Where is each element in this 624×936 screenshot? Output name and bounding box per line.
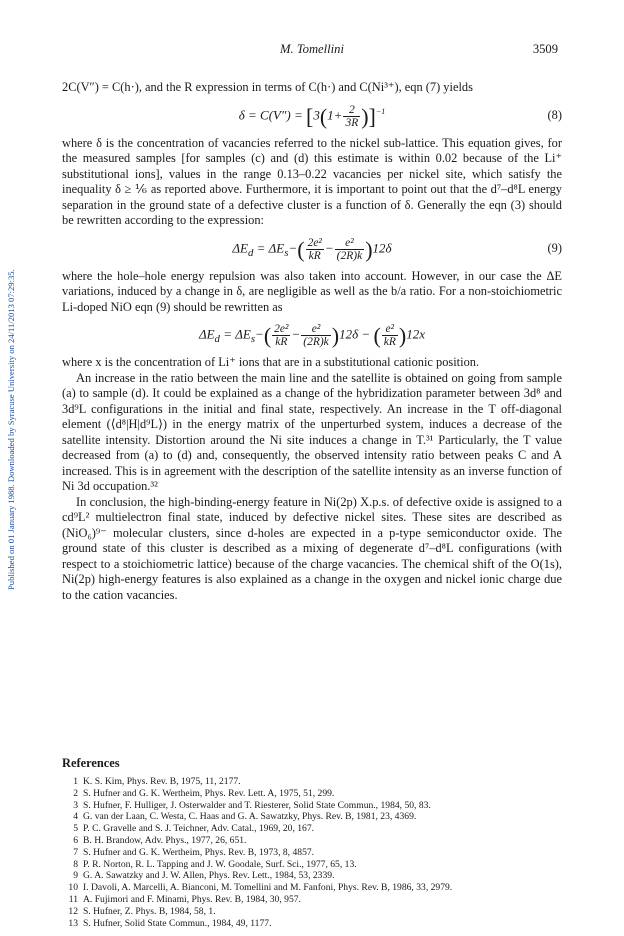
eq10-tail-2: 12x	[406, 326, 426, 342]
eq9-mid: = ΔE	[253, 239, 285, 255]
reference-item	[62, 870, 562, 882]
reference-item	[62, 835, 562, 847]
eq9-f1-bottom: kR	[308, 249, 321, 262]
eq10-left: ΔE	[198, 326, 215, 342]
reference-number: 10	[68, 882, 78, 894]
paragraph: 2C(V″) = C(h·), and the R expression in terms of C(h·) and C(Ni³⁺), eqn (7) yields	[62, 80, 473, 94]
eq8-paren-open: (	[319, 103, 328, 129]
eq9-left: ΔE	[232, 239, 248, 255]
eq9-sub-d: d	[247, 246, 254, 259]
reference-item	[62, 788, 562, 800]
eq10-fraction-2	[301, 323, 331, 348]
running-author: M. Tomellini	[280, 42, 344, 56]
reference-number: 1	[73, 776, 78, 787]
eq9-f2-top: e²	[335, 237, 365, 250]
reference-text: S. Hufner, F. Hulliger, J. Osterwalder and T. Riesterer, Solid State Commun., 1984, 50, 83.	[83, 799, 431, 811]
references-list	[62, 776, 562, 929]
equation-8-math	[62, 104, 562, 129]
reference-number: 6	[73, 834, 78, 846]
paragraph: In conclusion, the high-binding-energy feature in Ni(2p) X.p.s. of defective oxide is assigned to a cd⁹L² multielectron final state, induced by defective nickel sites. These sites are described as (NiO₆)⁹⁻ molecular clusters, since d-holes are expected in a p-type semiconductor oxide. The ground state of this cluster is described as a mixing of degenerate d⁷–d⁸L configurations (with respect to a stoichiometric lattice) because of the charge vacancies. The chemical shift of the O(1s), Ni(2p) high-energy features is also explained as a change in the oxygen and nickel ionic charge due to the cation vacancies.	[62, 494, 562, 602]
reference-text: A. Fujimori and F. Minami, Phys. Rev. B, 1984, 30, 957.	[83, 893, 301, 905]
eq10-paren-open-2: (	[373, 322, 381, 348]
main-text	[62, 80, 562, 603]
eq9-minus: −	[288, 239, 298, 255]
reference-number: 4	[73, 811, 78, 823]
page-number: 3509	[532, 42, 558, 56]
reference-item	[62, 823, 562, 835]
equation-number: (8)	[547, 107, 562, 122]
equation-10	[62, 317, 562, 353]
reference-text: K. S. Kim, Phys. Rev. B, 1975, 11, 2177.	[83, 776, 241, 787]
eq9-paren-close: )	[365, 236, 373, 262]
reference-item	[62, 847, 562, 859]
reference-number: 13	[68, 917, 78, 929]
paragraph: An increase in the ratio between the main line and the satellite is obtained on going from sample (a) to sample (d). It could be explained as a change of the hybridization parameter between 3d⁸ and 3d⁹L configurations in the initial and final state, respectively. An increase in the T off-diagonal element (⟨d⁸|H|d⁹L⟩) in the energy matrix of the unperturbed system, induces a decrease of the satellite intensity. Distortion around the Ni site induces a change in T.³¹ Particularly, the T value decreased from (a) to (d) and, consequently, the observed intensity ratio between peaks C and A increased. This is in agreement with the description of the satellite intensity as an inverse function of Ni 3d occupation.³²	[62, 370, 562, 493]
equation-8	[62, 98, 562, 134]
equation-9-math	[62, 237, 562, 262]
eq9-fraction-2	[335, 237, 365, 262]
reference-number: 2	[73, 787, 78, 799]
eq9-f2-bottom: (2R)k	[336, 249, 363, 262]
eq8-exponent: −1	[375, 106, 386, 116]
reference-item	[62, 800, 562, 812]
eq10-mid: = ΔE	[219, 326, 251, 342]
eq10-f1-top: 2e²	[274, 323, 289, 335]
reference-item	[62, 906, 562, 918]
eq8-three: 3	[313, 106, 320, 122]
eq8-bracket-open: [	[306, 103, 314, 129]
reference-number: 9	[73, 870, 78, 882]
reference-text: S. Hufner, Z. Phys. B, 1984, 58, 1.	[83, 905, 216, 917]
paragraph: where x is the concentration of Li⁺ ions that are in a substitutional cationic position.	[62, 355, 480, 369]
eq9-tail: 12δ	[372, 239, 392, 255]
reference-text: G. A. Sawatzky and J. W. Allen, Phys. Rev. Lett., 1984, 53, 2339.	[83, 870, 335, 882]
reference-number: 12	[68, 905, 78, 917]
reference-item	[62, 918, 562, 930]
reference-text: P. R. Norton, R. L. Tapping and J. W. Goodale, Surf. Sci., 1977, 65, 13.	[83, 858, 357, 870]
eq8-fraction	[343, 104, 360, 129]
eq8-left: δ = C(V″) =	[238, 106, 306, 122]
reference-text: G. van der Laan, C. Westa, C. Haas and G. A. Sawatzky, Phys. Rev. B, 1981, 23, 4369.	[83, 811, 417, 823]
eq10-f2-top: e²	[301, 323, 331, 336]
eq8-frac-top: 2	[343, 104, 360, 117]
eq10-f3-bottom: kR	[383, 336, 396, 348]
eq8-paren-close: )	[361, 103, 369, 129]
eq8-frac-bottom: 3R	[345, 116, 359, 129]
reference-text: I. Davoli, A. Marcelli, A. Bianconi, M. Tomellini and M. Fanfoni, Phys. Rev. B, 1986, 33, 2979.	[83, 882, 453, 894]
eq9-sub-s: s	[284, 246, 289, 259]
eq10-paren-close-2: )	[398, 322, 407, 348]
eq10-fraction-3	[382, 323, 398, 348]
reference-number: 11	[68, 893, 78, 905]
eq10-tail: 12δ −	[339, 326, 374, 342]
download-notice: Published on 01 January 1988. Downloaded by Syracuse University on 24/11/2013 07:29:35.	[6, 269, 16, 590]
paragraph: where δ is the concentration of vacancies referred to the nickel sub-lattice. This equation gives, for the measured samples [for samples (c) and (d) this estimate is within 0.02 because of the Li⁺ substitutional ions], values in the range 0.13–0.22 vacancies per nickel site, which satisfy the inequality δ ≥ ⅙ as reported above. Furthermore, it is important to point out that the d⁷–d⁸L energy separation in the ground state of a defective cluster is a function of δ. Generally the eqn (3) should be rewritten according to the expression:	[62, 135, 562, 227]
eq10-paren-close: )	[331, 322, 340, 348]
eq10-f2-bottom: (2R)k	[303, 336, 329, 348]
reference-item	[62, 894, 562, 906]
reference-text: P. C. Gravelle and S. J. Teichner, Adv. Catal., 1969, 20, 167.	[83, 823, 315, 835]
eq9-minus-2: −	[324, 239, 334, 255]
paragraph: where the hole–hole energy repulsion was also taken into account. However, in our case the ΔE variations, induced by a change in δ, are negligible as well as the b/a ratio. For a non-stoichiometric Li-doped NiO eqn (9) should be rewritten as	[62, 268, 562, 314]
reference-number: 5	[73, 823, 78, 835]
reference-text: S. Hufner and G. K. Wertheim, Phys. Rev. Lett. A, 1975, 51, 299.	[83, 787, 335, 799]
eq8-bracket-close: ]	[368, 103, 376, 129]
reference-item	[62, 882, 562, 894]
reference-number: 3	[73, 799, 78, 811]
reference-item	[62, 811, 562, 823]
reference-item	[62, 859, 562, 871]
references-heading: References	[62, 756, 120, 770]
reference-text: B. H. Brandow, Adv. Phys., 1977, 26, 651.	[83, 834, 247, 846]
reference-number: 7	[73, 846, 78, 858]
eq10-sub-d: d	[214, 333, 220, 346]
eq9-paren-open: (	[297, 236, 305, 262]
eq10-sub-s: s	[250, 333, 256, 346]
eq9-fraction-1	[306, 237, 324, 262]
reference-text: S. Hufner and G. K. Wertheim, Phys. Rev. B, 1973, 8, 4857.	[83, 846, 315, 858]
eq8-one-plus: 1+	[327, 106, 343, 122]
reference-number: 8	[73, 858, 78, 870]
reference-text: S. Hufner, Solid State Commun., 1984, 49, 1177.	[83, 917, 272, 929]
equation-9	[62, 231, 562, 267]
equation-10-math	[62, 323, 562, 348]
equation-number: (9)	[547, 240, 562, 255]
reference-item	[62, 776, 562, 788]
page-header	[60, 40, 564, 58]
eq10-minus: −	[255, 326, 264, 342]
eq10-fraction-1	[272, 323, 290, 348]
eq9-f1-top: 2e²	[307, 236, 322, 249]
eq10-paren-open: (	[263, 322, 272, 348]
eq10-minus-2: −	[291, 326, 301, 342]
eq10-f1-bottom: kR	[275, 336, 288, 348]
eq10-f3-top: e²	[382, 323, 398, 336]
